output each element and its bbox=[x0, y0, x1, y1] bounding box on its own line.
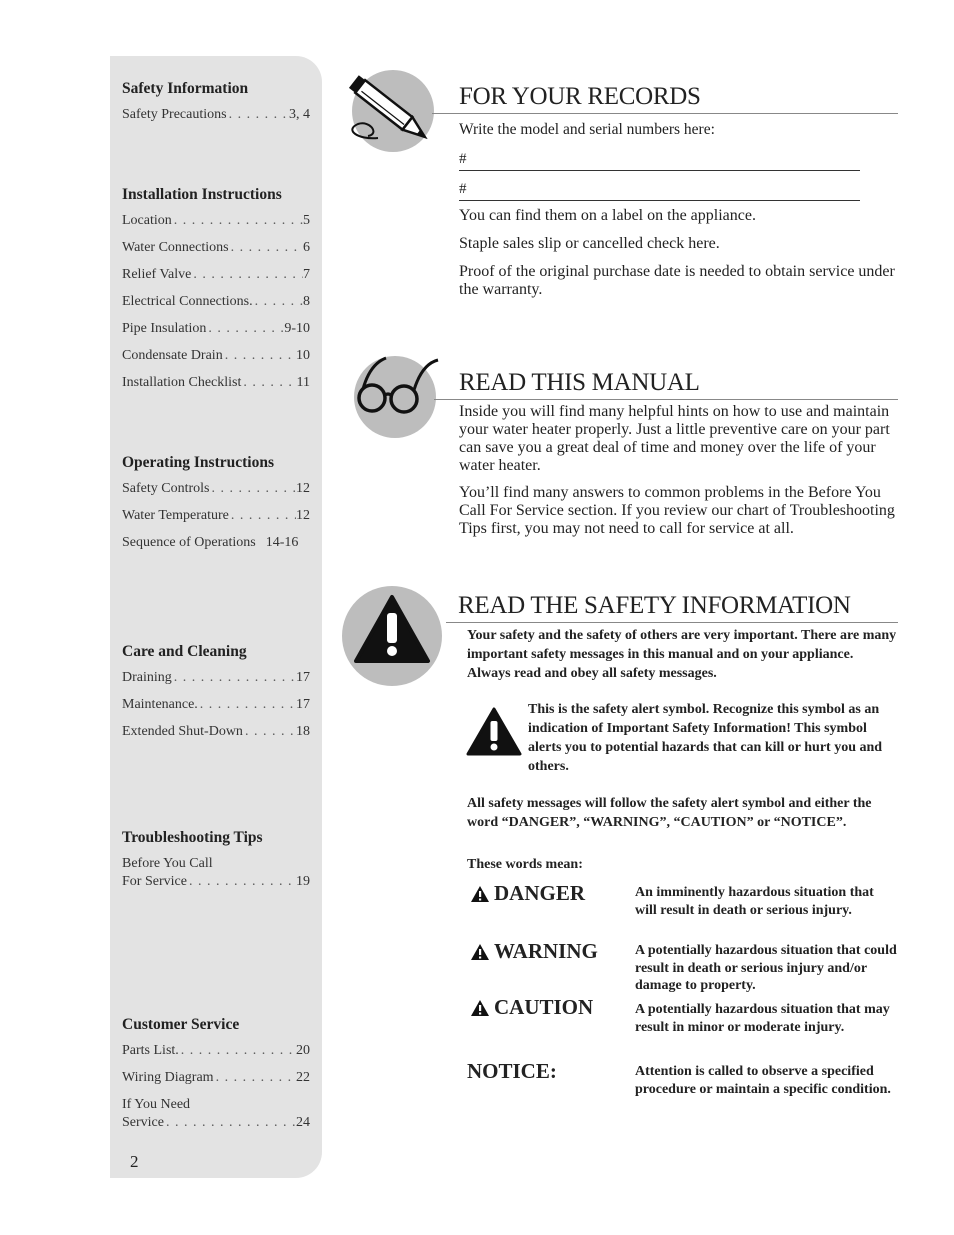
section-title-for-your-records: FOR YOUR RECORDS bbox=[459, 83, 701, 110]
records-paragraph: You can find them on a label on the appliance. bbox=[459, 207, 756, 224]
notice-label: NOTICE: bbox=[467, 1059, 557, 1083]
safety-alert-symbol-icon bbox=[465, 706, 523, 756]
warning-label: WARNING bbox=[470, 939, 598, 964]
toc-operating-instructions bbox=[122, 454, 310, 561]
toc-entry-draining[interactable]: Draining . . . 17 bbox=[122, 669, 310, 687]
toc-care-and-cleaning bbox=[122, 643, 310, 750]
toc-entry-parts-list[interactable]: Parts List. . . . 20 bbox=[122, 1042, 310, 1060]
toc-safety-information bbox=[122, 80, 310, 133]
section-rule bbox=[446, 622, 898, 623]
these-words-mean: These words mean: bbox=[467, 857, 583, 872]
records-intro: Write the model and serial numbers here: bbox=[459, 121, 715, 138]
notice-description: Attention is called to observe a specified procedure or maintain a specific condition. bbox=[635, 1064, 891, 1097]
caution-description: A potentially hazardous situation that may result in minor or moderate injury. bbox=[635, 1002, 890, 1035]
toc-entry-installation-checklist[interactable]: Installation Checklist . . . 11 bbox=[122, 374, 310, 392]
toc-entry-sequence-of-operations[interactable]: Sequence of Operations 14-16 bbox=[122, 535, 299, 550]
toc-installation-instructions bbox=[122, 186, 310, 401]
section-rule bbox=[434, 399, 898, 400]
toc-entry-pipe-insulation[interactable]: Pipe Insulation . . . 9-10 bbox=[122, 320, 310, 338]
manual-paragraph: Inside you will find many helpful hints on how to use and maintain your water heater properly. Just a little preventive care on your part can save you a great deal of time and money over the life of your water heater. bbox=[459, 403, 890, 474]
records-paragraph: Proof of the original purchase date is needed to obtain service under the warranty. bbox=[459, 263, 895, 298]
section-title-read-the-safety-information: READ THE SAFETY INFORMATION bbox=[458, 592, 851, 619]
toc-heading: Customer Service bbox=[122, 1016, 240, 1033]
toc-entry-location[interactable]: Location . . . 5 bbox=[122, 212, 310, 230]
pencil-icon bbox=[340, 58, 450, 158]
danger-description: An imminently hazardous situation that will result in death or serious injury. bbox=[635, 885, 874, 918]
toc-entry-relief-valve[interactable]: Relief Valve . . . 7 bbox=[122, 266, 310, 284]
toc-heading: Installation Instructions bbox=[122, 186, 282, 203]
toc-entry-condensate-drain[interactable]: Condensate Drain . . . 10 bbox=[122, 347, 310, 365]
toc-entry-before-you-call[interactable]: Before You Call For Service . . . 19 bbox=[122, 855, 310, 890]
caution-label: CAUTION bbox=[470, 995, 593, 1020]
eyeglasses-icon bbox=[350, 350, 450, 430]
toc-entry-safety-controls[interactable]: Safety Controls . . . 12 bbox=[122, 480, 310, 498]
toc-entry-maintenance[interactable]: Maintenance. . . . 17 bbox=[122, 696, 310, 714]
section-rule bbox=[432, 113, 898, 114]
section-title-read-this-manual: READ THIS MANUAL bbox=[459, 369, 700, 396]
safety-alert-description: This is the safety alert symbol. Recognize this symbol as an indication of Important Safety Information! This symbol alerts you to potential hazards that can kill or hurt you and others. bbox=[528, 702, 883, 774]
model-number-field[interactable]: # bbox=[459, 151, 860, 171]
alert-triangle-icon bbox=[470, 885, 490, 903]
page-number: 2 bbox=[130, 1152, 139, 1171]
toc-heading: Safety Information bbox=[122, 80, 249, 97]
toc-heading: Care and Cleaning bbox=[122, 643, 247, 660]
toc-heading: Operating Instructions bbox=[122, 454, 274, 471]
safety-intro: Your safety and the safety of others are very important. There are many important safety messages in this manual and on your appliance. Always read and obey all safety messages. bbox=[467, 628, 897, 681]
warning-description: A potentially hazardous situation that could result in death or serious injury and/or damage to property. bbox=[635, 943, 897, 993]
toc-heading: Troubleshooting Tips bbox=[122, 829, 263, 846]
danger-label: DANGER bbox=[470, 881, 585, 906]
manual-body bbox=[459, 403, 899, 547]
manual-paragraph: You’ll find many answers to common problems in the Before You Call For Service section. If you review our chart of Troubleshooting Tips first, you may not need to call for service at all. bbox=[459, 484, 895, 537]
toc-entry-water-temperature[interactable]: Water Temperature . . . 12 bbox=[122, 507, 310, 525]
toc-customer-service bbox=[122, 1016, 310, 1141]
toc-entry-extended-shut-down[interactable]: Extended Shut-Down . . . 18 bbox=[122, 723, 310, 741]
alert-triangle-icon bbox=[470, 999, 490, 1017]
warning-triangle-icon bbox=[352, 593, 432, 667]
serial-number-field[interactable]: # bbox=[459, 181, 860, 201]
table-of-contents bbox=[110, 56, 322, 1178]
toc-entry-safety-precautions[interactable]: Safety Precautions . . . 3, 4 bbox=[122, 106, 310, 124]
alert-triangle-icon bbox=[470, 943, 490, 961]
records-paragraph: Staple sales slip or cancelled check here. bbox=[459, 235, 720, 252]
toc-entry-electrical-connections[interactable]: Electrical Connections. . . . 8 bbox=[122, 293, 310, 311]
records-body bbox=[459, 207, 899, 308]
toc-troubleshooting-tips bbox=[122, 829, 310, 900]
toc-entry-wiring-diagram[interactable]: Wiring Diagram . . . 22 bbox=[122, 1069, 310, 1087]
toc-entry-water-connections[interactable]: Water Connections . . . 6 bbox=[122, 239, 310, 257]
safety-follow-text: All safety messages will follow the safety alert symbol and either the word “DANGER”, “WARNING”, “CAUTION” or “NOTICE”. bbox=[467, 796, 872, 830]
toc-entry-if-you-need-service[interactable]: If You Need Service . . . 24 bbox=[122, 1096, 310, 1131]
